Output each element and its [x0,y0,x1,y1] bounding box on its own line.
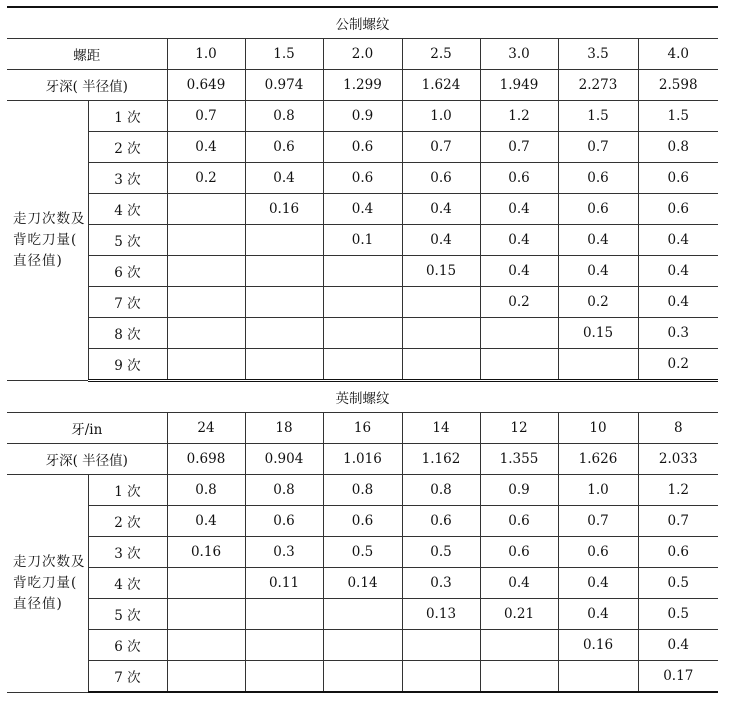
metric-pass-value [558,349,638,381]
metric-pass-row [7,349,718,381]
metric-pass-label: 6 次 [88,256,167,287]
imperial-column-header: 14 [402,413,480,444]
metric-pass-label: 4 次 [88,194,167,225]
metric-pass-value: 0.4 [480,225,558,256]
metric-pass-value: 0.16 [245,194,323,225]
metric-pass-row [7,163,718,194]
imperial-pass-value: 0.6 [638,537,718,568]
metric-pass-value: 1.5 [638,101,718,132]
imperial-pass-value: 0.14 [323,568,402,599]
imperial-pass-value: 0.5 [323,537,402,568]
metric-pass-value: 0.6 [638,194,718,225]
metric-pass-value [167,318,245,349]
metric-pass-value [323,287,402,318]
imperial-pass-value: 0.9 [480,475,558,506]
imperial-pass-value: 0.8 [323,475,402,506]
imperial-pass-row [7,506,718,537]
imperial-pass-value: 0.21 [480,599,558,630]
metric-column-header: 4.0 [638,39,718,70]
imperial-pass-value: 1.2 [638,475,718,506]
imperial-depth-label: 牙深( 半径值) [7,444,167,475]
metric-pass-value: 0.2 [480,287,558,318]
imperial-pass-value: 0.4 [480,568,558,599]
imperial-depth-row [7,444,718,475]
metric-pass-label: 2 次 [88,132,167,163]
metric-depth-label: 牙深( 半径值) [7,70,167,101]
metric-pass-value: 0.6 [558,163,638,194]
metric-pass-value: 0.1 [323,225,402,256]
metric-pass-row [7,225,718,256]
imperial-title-row [7,381,718,413]
imperial-column-header: 10 [558,413,638,444]
metric-pass-value [245,349,323,381]
metric-pass-value [323,318,402,349]
metric-pass-value: 0.6 [558,194,638,225]
imperial-pass-label: 1 次 [88,475,167,506]
metric-pass-label: 7 次 [88,287,167,318]
metric-pass-value: 0.4 [245,163,323,194]
imperial-pass-value: 0.6 [480,506,558,537]
metric-pass-value: 0.4 [402,225,480,256]
imperial-pass-value: 0.7 [638,506,718,537]
metric-column-header: 1.0 [167,39,245,70]
imperial-pass-value [323,630,402,661]
imperial-pass-value [323,661,402,693]
imperial-pass-value [402,661,480,693]
metric-depth-value: 1.624 [402,70,480,101]
metric-pass-value: 0.4 [480,194,558,225]
imperial-pass-value: 0.8 [167,475,245,506]
metric-pass-value [480,349,558,381]
imperial-pass-value: 0.6 [558,537,638,568]
imperial-pass-value [480,630,558,661]
imperial-pass-value: 0.5 [638,568,718,599]
metric-pass-row [7,287,718,318]
imperial-pass-row [7,630,718,661]
metric-column-header: 2.0 [323,39,402,70]
imperial-pass-value: 0.4 [167,506,245,537]
metric-pass-value: 0.6 [323,132,402,163]
metric-column-header: 3.0 [480,39,558,70]
imperial-pass-label: 5 次 [88,599,167,630]
imperial-pass-value: 0.17 [638,661,718,693]
metric-pass-value: 0.4 [480,256,558,287]
metric-pass-value: 0.4 [558,256,638,287]
metric-depth-value: 0.649 [167,70,245,101]
metric-pass-value: 0.4 [402,194,480,225]
imperial-pass-value [245,599,323,630]
metric-pass-value: 0.15 [402,256,480,287]
metric-pass-value [323,256,402,287]
imperial-pass-row [7,568,718,599]
metric-pass-value [167,287,245,318]
imperial-pass-value [402,630,480,661]
imperial-pass-value: 0.4 [558,599,638,630]
metric-pass-row [7,318,718,349]
imperial-depth-value: 1.355 [480,444,558,475]
imperial-pass-row [7,537,718,568]
imperial-column-header: 12 [480,413,558,444]
imperial-pass-row [7,475,718,506]
imperial-pass-value [323,599,402,630]
metric-pass-value [167,256,245,287]
metric-pass-value: 0.7 [480,132,558,163]
metric-pass-value: 0.4 [558,225,638,256]
metric-depth-value: 1.949 [480,70,558,101]
metric-depth-value: 2.273 [558,70,638,101]
metric-pass-value [245,225,323,256]
metric-pass-value: 0.2 [167,163,245,194]
metric-pass-row [7,132,718,163]
metric-pass-value [480,318,558,349]
imperial-pass-value: 0.11 [245,568,323,599]
imperial-pass-value: 0.5 [402,537,480,568]
imperial-pass-label: 3 次 [88,537,167,568]
imperial-pass-value [167,568,245,599]
metric-pass-value [167,349,245,381]
metric-pass-value: 0.4 [638,225,718,256]
imperial-pass-row [7,661,718,693]
imperial-pass-value: 0.4 [558,568,638,599]
imperial-pass-value: 0.8 [402,475,480,506]
imperial-pass-value: 0.6 [480,537,558,568]
metric-pass-value: 0.7 [558,132,638,163]
metric-pass-value: 1.0 [402,101,480,132]
imperial-depth-value: 1.016 [323,444,402,475]
metric-pass-label: 3 次 [88,163,167,194]
imperial-depth-value: 2.033 [638,444,718,475]
metric-pass-row [7,101,718,132]
metric-depth-value: 2.598 [638,70,718,101]
metric-pass-value: 0.4 [638,287,718,318]
imperial-pass-value [167,630,245,661]
thread-cutting-table [7,6,718,693]
imperial-pass-value: 0.13 [402,599,480,630]
metric-section-title: 公制螺纹 [7,7,718,39]
metric-pass-value: 0.15 [558,318,638,349]
metric-pass-value: 0.4 [323,194,402,225]
imperial-header-label: 牙/in [7,413,167,444]
metric-pass-value: 0.4 [167,132,245,163]
metric-pass-value [167,225,245,256]
imperial-pass-label: 4 次 [88,568,167,599]
metric-pass-value [402,349,480,381]
imperial-pass-value [245,661,323,693]
metric-pass-value: 0.4 [638,256,718,287]
imperial-pass-label: 2 次 [88,506,167,537]
imperial-depth-value: 1.162 [402,444,480,475]
metric-column-header: 3.5 [558,39,638,70]
imperial-pass-value: 0.3 [245,537,323,568]
metric-pass-row [7,194,718,225]
metric-pass-value: 0.7 [402,132,480,163]
metric-pass-value: 0.6 [323,163,402,194]
imperial-pass-value [480,661,558,693]
imperial-pass-value: 1.0 [558,475,638,506]
imperial-pass-value: 0.6 [323,506,402,537]
imperial-depth-value: 0.904 [245,444,323,475]
metric-title-row [7,7,718,39]
imperial-pass-value: 0.6 [245,506,323,537]
imperial-group-label: 走刀次数及背吃刀量( 直径值) [7,475,88,693]
imperial-pass-label: 6 次 [88,630,167,661]
thread-table [7,6,718,693]
metric-pass-value: 0.6 [638,163,718,194]
imperial-column-header: 18 [245,413,323,444]
metric-pass-value: 1.2 [480,101,558,132]
metric-depth-value: 0.974 [245,70,323,101]
metric-pass-value: 0.3 [638,318,718,349]
metric-pass-row [7,256,718,287]
imperial-pass-value [558,661,638,693]
metric-pass-value: 0.8 [245,101,323,132]
metric-pass-value: 0.6 [245,132,323,163]
imperial-pass-value: 0.3 [402,568,480,599]
metric-pass-value [167,194,245,225]
imperial-depth-value: 0.698 [167,444,245,475]
metric-pass-value [402,287,480,318]
imperial-pass-value: 0.7 [558,506,638,537]
imperial-pass-value: 0.4 [638,630,718,661]
imperial-column-header: 24 [167,413,245,444]
metric-column-header: 1.5 [245,39,323,70]
imperial-pass-value: 0.8 [245,475,323,506]
metric-pass-value: 0.6 [402,163,480,194]
imperial-pass-row [7,599,718,630]
metric-pass-value: 0.7 [167,101,245,132]
imperial-column-header: 16 [323,413,402,444]
metric-pass-label: 8 次 [88,318,167,349]
imperial-pass-label: 7 次 [88,661,167,693]
metric-pass-value: 0.2 [558,287,638,318]
metric-pass-value: 0.6 [480,163,558,194]
imperial-column-header: 8 [638,413,718,444]
metric-depth-row [7,70,718,101]
metric-pass-value [402,318,480,349]
metric-pass-value [323,349,402,381]
imperial-section-title: 英制螺纹 [7,381,718,413]
imperial-header-row [7,413,718,444]
metric-depth-value: 1.299 [323,70,402,101]
imperial-depth-value: 1.626 [558,444,638,475]
imperial-pass-value: 0.5 [638,599,718,630]
imperial-pass-value: 0.16 [558,630,638,661]
metric-pass-value: 0.9 [323,101,402,132]
imperial-pass-value [167,599,245,630]
metric-pass-value [245,287,323,318]
imperial-pass-value: 0.6 [402,506,480,537]
metric-pass-label: 5 次 [88,225,167,256]
metric-column-header: 2.5 [402,39,480,70]
metric-pass-value [245,318,323,349]
imperial-pass-value [167,661,245,693]
metric-header-label: 螺距 [7,39,167,70]
metric-group-label: 走刀次数及背吃刀量( 直径值) [7,101,88,381]
metric-pass-value: 0.2 [638,349,718,381]
metric-pass-value [245,256,323,287]
imperial-pass-value [245,630,323,661]
metric-header-row [7,39,718,70]
metric-pass-value: 1.5 [558,101,638,132]
metric-pass-value: 0.8 [638,132,718,163]
metric-pass-label: 9 次 [88,349,167,381]
imperial-pass-value: 0.16 [167,537,245,568]
metric-pass-label: 1 次 [88,101,167,132]
